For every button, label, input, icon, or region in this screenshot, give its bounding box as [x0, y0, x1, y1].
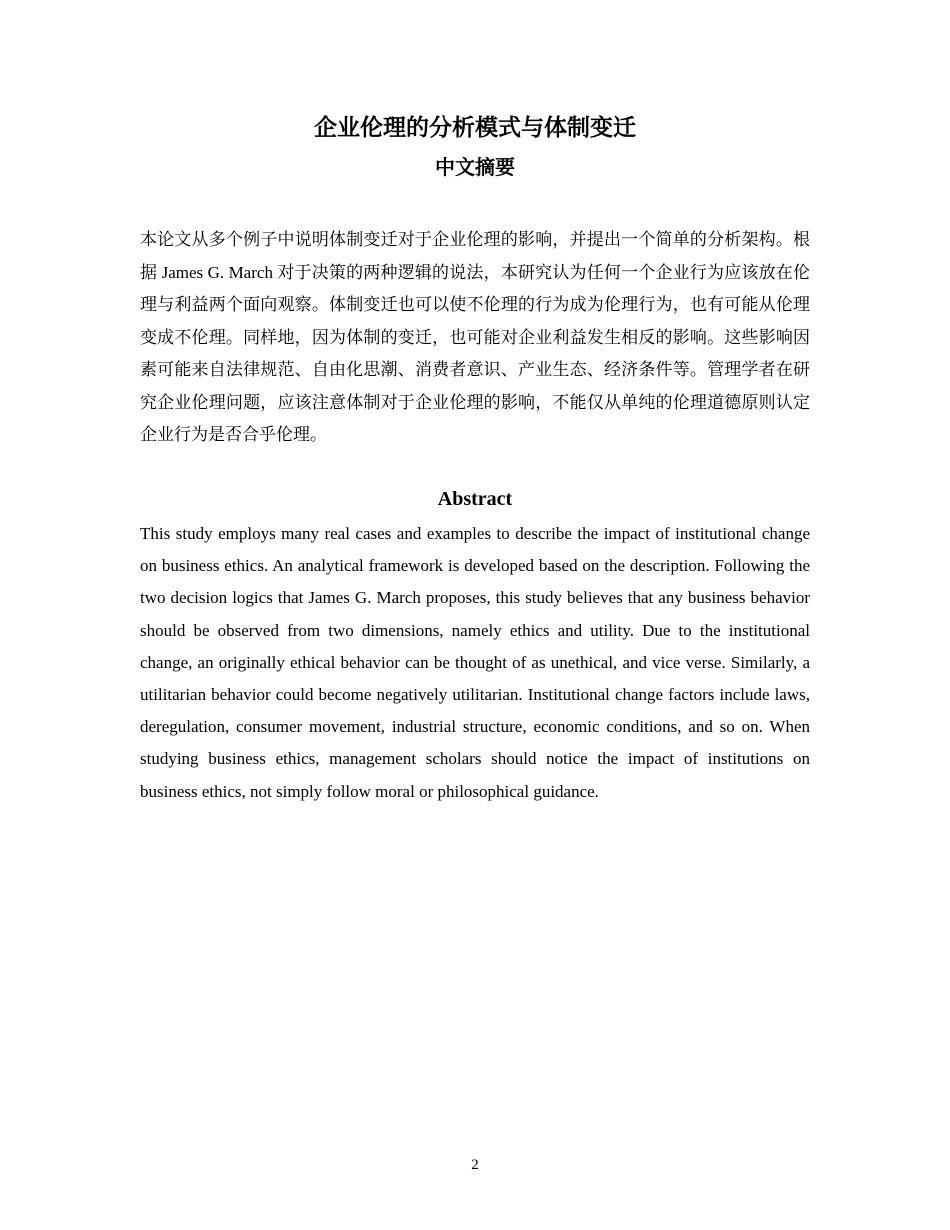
chinese-abstract-heading: 中文摘要 — [435, 157, 515, 179]
paper-title: 企业伦理的分析模式与体制变迁 — [314, 115, 636, 140]
english-abstract-body: This study employs many real cases and examples to describe the impact of institutional change on business ethics. An analytical framework is developed based on the description. Following the two decision logics that James G. March proposes, this study believes that any business behavior should be observed from two dimensions, namely ethics and utility. Due to the institutional change, an originally ethical behavior can be thought of as unethical, and vice verse. Similarly, a utilitarian behavior could become negatively utilitarian. Institutional change factors include laws, deregulation, consumer movement, industrial structure, economic conditions, and so on. When studying business ethics, management scholars should notice the impact of institutions on business ethics, not simply follow moral or philosophical guidance. — [140, 524, 810, 801]
page-number: 2 — [471, 1157, 479, 1173]
chinese-abstract-body: 本论文从多个例子中说明体制变迁对于企业伦理的影响，并提出一个简单的分析架构。根据 James G. March 对于决策的两种逻辑的说法，本研究认为任何一个企业行为应该放在伦理与利益两个面向观察。体制变迁也可以使不伦理的行为成为伦理行为，也有可能从伦理变成不伦理。同样地，因为体制的变迁，也可能对企业利益发生相反的影响。这些影响因素可能来自法律规范、自由化思潮、消费者意识、产业生态、经济条件等。管理学者在研究企业伦理问题，应该注意体制对于企业伦理的影响，不能仅从单纯的伦理道德原则认定企业行为是否合乎伦理。 — [140, 230, 810, 444]
english-abstract-heading: Abstract — [437, 488, 513, 510]
